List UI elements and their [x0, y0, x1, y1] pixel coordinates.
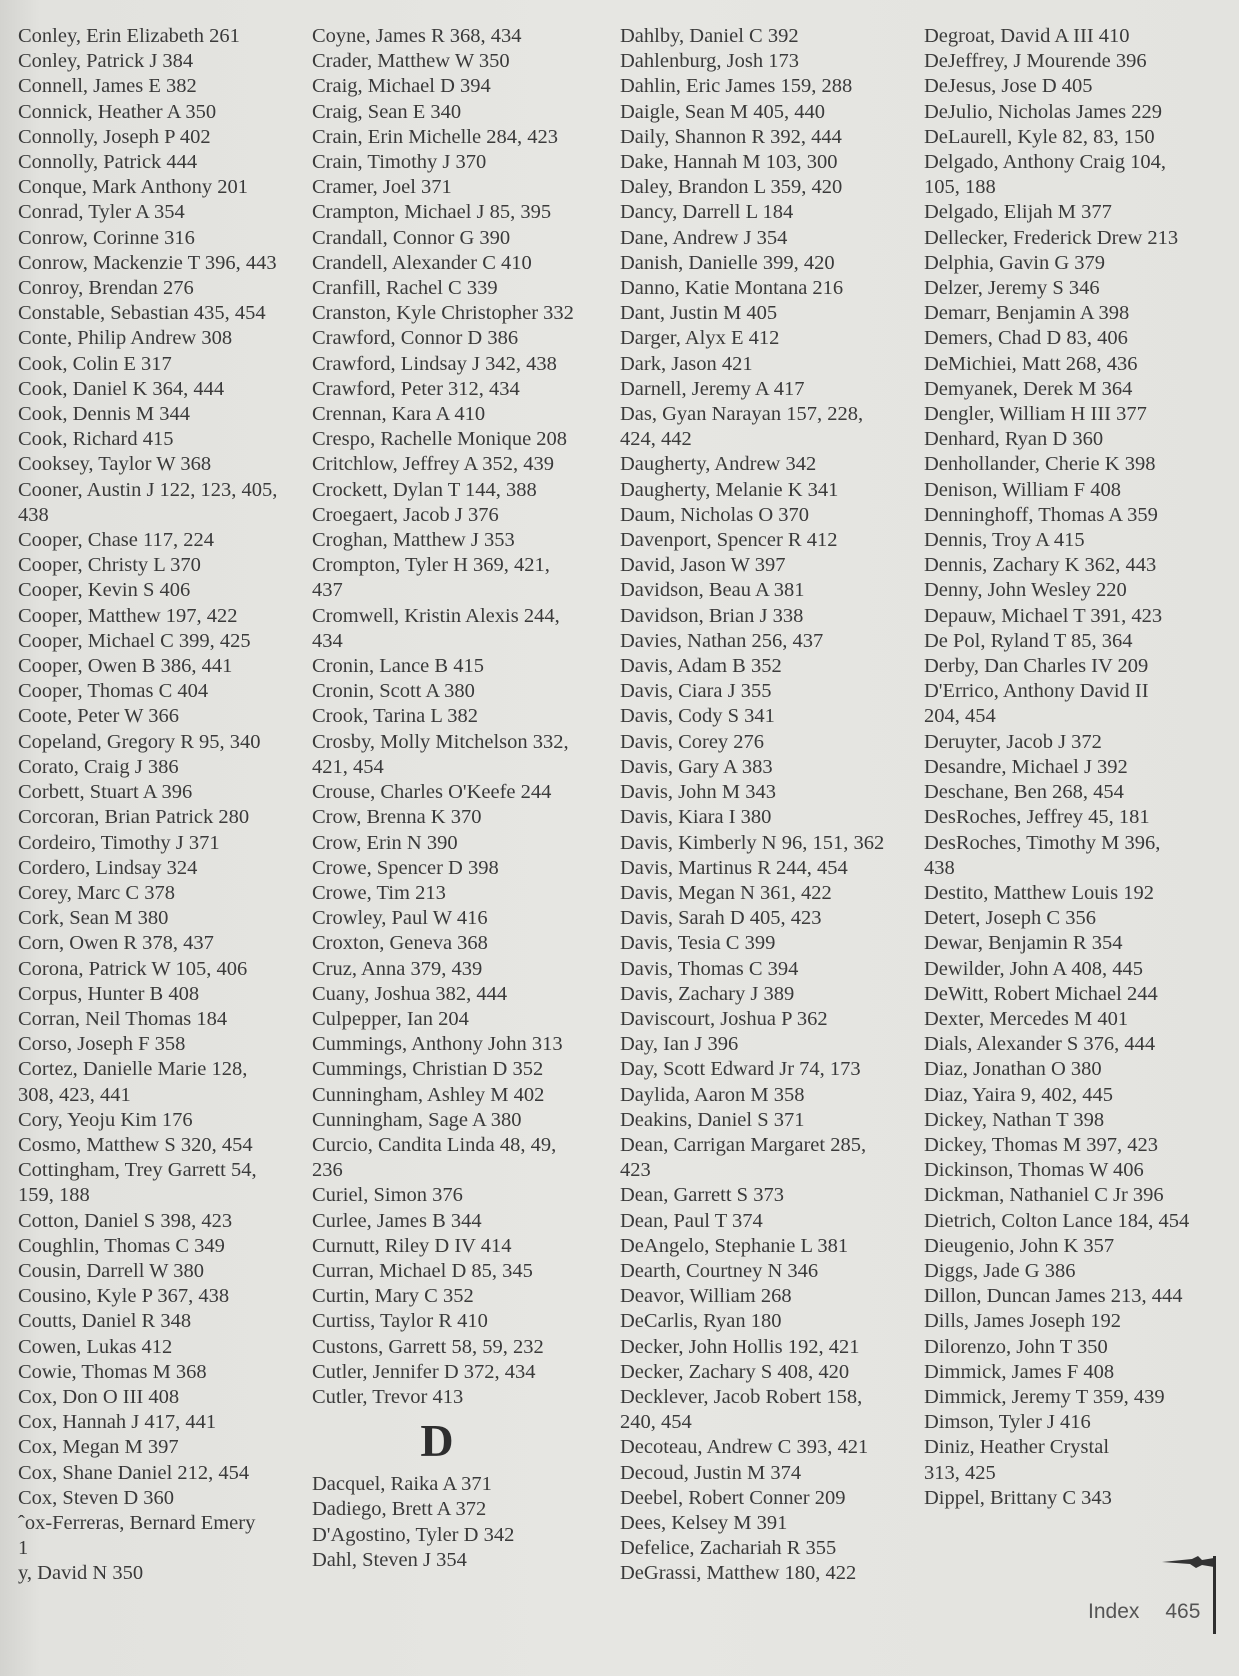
index-entry: Demarr, Benjamin A 398: [924, 302, 1130, 325]
index-entry: Corran, Neil Thomas 184: [18, 1007, 228, 1030]
index-entry: Crandell, Alexander C 410: [312, 251, 532, 274]
index-entry: Conrow, Corinne 316: [18, 226, 195, 249]
index-entry: Cox, Steven D 360: [18, 1486, 175, 1509]
index-entry: Dexter, Mercedes M 401: [924, 1007, 1129, 1030]
index-entry: Dake, Hannah M 103, 300: [620, 151, 838, 174]
index-entry: DeJulio, Nicholas James 229: [924, 100, 1162, 123]
index-entry: Dadiego, Brett A 372: [312, 1498, 487, 1521]
index-entry: Dilorenzo, John T 350: [924, 1335, 1108, 1358]
index-entry: Davidson, Brian J 338: [620, 604, 804, 627]
index-entry: Conque, Mark Anthony 201: [18, 176, 249, 199]
index-entry: Degroat, David A III 410: [924, 25, 1130, 47]
section-letter: D: [420, 1415, 454, 1467]
index-entry: Dahlin, Eric James 159, 288: [620, 75, 853, 98]
index-entry: Crader, Matthew W 350: [312, 50, 510, 73]
index-entry: Dennis, Troy A 415: [924, 529, 1085, 552]
index-entry: ˆox-Ferreras, Bernard Emery: [18, 1511, 256, 1534]
index-entry: Constable, Sebastian 435, 454: [18, 302, 266, 325]
index-entry: Delphia, Gavin G 379: [924, 251, 1106, 274]
index-entry: Cooksey, Taylor W 368: [18, 453, 212, 476]
index-entry: Dengler, William H III 377: [924, 403, 1147, 426]
index-entry: Delgado, Elijah M 377: [924, 201, 1112, 224]
index-entry: Cutler, Trevor 413: [312, 1385, 464, 1408]
index-entry: Dickinson, Thomas W 406: [924, 1159, 1144, 1182]
index-entry: Dippel, Brittany C 343: [924, 1486, 1112, 1509]
index-entry: Denninghoff, Thomas A 359: [924, 503, 1158, 526]
index-entry: Denny, John Wesley 220: [924, 579, 1127, 602]
index-entry: Crook, Tarina L 382: [312, 705, 478, 728]
index-entry: Dant, Justin M 405: [620, 302, 778, 325]
index-entry: Crowley, Paul W 416: [312, 907, 488, 930]
index-entry: Decker, John Hollis 192, 421: [620, 1335, 860, 1358]
index-entry: Cronin, Lance B 415: [312, 655, 484, 678]
index-entry: Crouse, Charles O'Keefe 244: [312, 781, 552, 804]
index-entry: Crain, Timothy J 370: [312, 151, 487, 174]
index-entry: Craig, Sean E 340: [312, 100, 462, 123]
index-entry: Corso, Joseph F 358: [18, 1033, 186, 1056]
index-entry: Depauw, Michael T 391, 423: [924, 604, 1163, 627]
index-entry: Coyne, James R 368, 434: [312, 25, 522, 47]
index-entry: Corpus, Hunter B 408: [18, 982, 200, 1005]
index-entry: Dewar, Benjamin R 354: [924, 932, 1123, 955]
index-entry: Crandall, Connor G 390: [312, 226, 511, 249]
index-entry: Daum, Nicholas O 370: [620, 503, 810, 526]
index-entry: Crespo, Rachelle Monique 208: [312, 428, 568, 451]
index-entry: Cummings, Christian D 352: [312, 1058, 544, 1081]
index-entry: Desandre, Michael J 392: [924, 755, 1128, 778]
index-entry: DesRoches, Timothy M 396,: [924, 831, 1161, 854]
index-entry: Das, Gyan Narayan 157, 228,: [620, 403, 864, 426]
page-footer: [1088, 1600, 1200, 1624]
index-entry: Daugherty, Melanie K 341: [620, 478, 839, 501]
index-entry: Curnutt, Riley D IV 414: [312, 1234, 512, 1257]
index-entry: Dietrich, Colton Lance 184, 454: [924, 1209, 1190, 1232]
index-entry: Corcoran, Brian Patrick 280: [18, 806, 250, 829]
index-entry: Crampton, Michael J 85, 395: [312, 201, 552, 224]
index-entry: Cooper, Chase 117, 224: [18, 529, 214, 552]
index-entry: Critchlow, Jeffrey A 352, 439: [312, 453, 554, 476]
index-entry: 105, 188: [924, 176, 996, 199]
index-entry: Crowe, Tim 213: [312, 881, 446, 904]
index-entry: Demers, Chad D 83, 406: [924, 327, 1128, 350]
index-entry: Deschane, Ben 268, 454: [924, 781, 1124, 804]
index-entry: 434: [312, 629, 343, 652]
index-entry: Croxton, Geneva 368: [312, 932, 488, 955]
index-entry: Dillon, Duncan James 213, 444: [924, 1285, 1183, 1308]
index-entry: Coutts, Daniel R 348: [18, 1310, 192, 1333]
index-entry: Cruz, Anna 379, 439: [312, 957, 483, 980]
index-entry: Diggs, Jade G 386: [924, 1259, 1076, 1282]
index-entry: Curtin, Mary C 352: [312, 1285, 474, 1308]
index-entry: D'Errico, Anthony David II: [924, 680, 1149, 703]
index-entry: DeJeffrey, J Mourende 396: [924, 50, 1147, 73]
index-entry: Crain, Erin Michelle 284, 423: [312, 125, 558, 148]
index-entry: Cranfill, Rachel C 339: [312, 277, 498, 300]
index-entry: Corey, Marc C 378: [18, 881, 175, 904]
index-entry: Curiel, Simon 376: [312, 1184, 463, 1207]
index-entry: Dane, Andrew J 354: [620, 226, 788, 249]
index-entry: Cunningham, Sage A 380: [312, 1108, 522, 1131]
index-entry: Cranston, Kyle Christopher 332: [312, 302, 574, 325]
index-entry: Culpepper, Ian 204: [312, 1007, 469, 1030]
index-entry: Darger, Alyx E 412: [620, 327, 780, 350]
index-column-4: [924, 24, 1214, 1511]
index-entry: Cronin, Scott A 380: [312, 680, 475, 703]
index-entry: y, David N 350: [18, 1562, 144, 1585]
index-entry: Cooper, Thomas C 404: [18, 680, 209, 703]
index-entry: Decker, Zachary S 408, 420: [620, 1360, 850, 1383]
index-entry: Diaz, Jonathan O 380: [924, 1058, 1102, 1081]
index-entry: Davis, Kiara I 380: [620, 806, 772, 829]
index-entry: Cox, Don O III 408: [18, 1385, 180, 1408]
footer-label: Index: [1088, 1600, 1140, 1623]
section-d-entries: [312, 1472, 602, 1573]
index-entry: DeJesus, Jose D 405: [924, 75, 1093, 98]
index-entry: Daviscourt, Joshua P 362: [620, 1007, 828, 1030]
index-entry: Day, Scott Edward Jr 74, 173: [620, 1058, 861, 1081]
index-entry: Croegaert, Jacob J 376: [312, 503, 499, 526]
index-entry: Daylida, Aaron M 358: [620, 1083, 805, 1106]
index-entry: Cowie, Thomas M 368: [18, 1360, 207, 1383]
index-entry: Destito, Matthew Louis 192: [924, 881, 1155, 904]
index-entry: Dark, Jason 421: [620, 352, 753, 375]
index-entry: Cutler, Jennifer D 372, 434: [312, 1360, 536, 1383]
index-entry: 236: [312, 1159, 343, 1182]
index-entry: Corona, Patrick W 105, 406: [18, 957, 248, 980]
index-entry: Decoteau, Andrew C 393, 421: [620, 1436, 869, 1459]
index-entry: Crennan, Kara A 410: [312, 403, 486, 426]
index-entry: Cooper, Christy L 370: [18, 554, 201, 577]
index-entry: Dahl, Steven J 354: [312, 1548, 467, 1571]
index-entry: Davis, Megan N 361, 422: [620, 881, 832, 904]
index-entry: Cook, Daniel K 364, 444: [18, 377, 225, 400]
index-entry: Corbett, Stuart A 396: [18, 781, 193, 804]
index-entry: Conroy, Brendan 276: [18, 277, 194, 300]
index-entry: Dickey, Thomas M 397, 423: [924, 1133, 1159, 1156]
index-entry: Dellecker, Frederick Drew 213: [924, 226, 1179, 249]
index-entry: Daley, Brandon L 359, 420: [620, 176, 843, 199]
index-entry: Davis, Adam B 352: [620, 655, 782, 678]
index-entry: Dieugenio, John K 357: [924, 1234, 1115, 1257]
index-entry: Dewilder, John A 408, 445: [924, 957, 1143, 980]
index-entry: Corato, Craig J 386: [18, 755, 179, 778]
index-entry: 421, 454: [312, 755, 384, 778]
index-entry: Dimson, Tyler J 416: [924, 1411, 1091, 1434]
index-entry: Cooper, Owen B 386, 441: [18, 655, 233, 678]
index-entry: David, Jason W 397: [620, 554, 786, 577]
index-entry: 204, 454: [924, 705, 996, 728]
index-entry: Daily, Shannon R 392, 444: [620, 125, 842, 148]
index-entry: Dahlenburg, Josh 173: [620, 50, 799, 73]
index-entry: DeAngelo, Stephanie L 381: [620, 1234, 849, 1257]
index-column-2: [312, 24, 602, 1573]
index-entry: Davies, Nathan 256, 437: [620, 629, 824, 652]
index-entry: Cook, Colin E 317: [18, 352, 172, 375]
index-entry: Cory, Yeoju Kim 176: [18, 1108, 193, 1131]
index-entry: DeGrassi, Matthew 180, 422: [620, 1562, 857, 1585]
index-entry: Crow, Brenna K 370: [312, 806, 482, 829]
index-entry: Defelice, Zachariah R 355: [620, 1537, 837, 1560]
index-entry: Davis, Sarah D 405, 423: [620, 907, 822, 930]
index-entry: Deebel, Robert Conner 209: [620, 1486, 846, 1509]
index-entry: Deruyter, Jacob J 372: [924, 730, 1102, 753]
page-edge-rule: [1213, 1556, 1216, 1634]
index-entry: De Pol, Ryland T 85, 364: [924, 629, 1133, 652]
index-entry: 240, 454: [620, 1411, 692, 1434]
index-entry: Cuany, Joshua 382, 444: [312, 982, 508, 1005]
index-entry: Cooper, Kevin S 406: [18, 579, 191, 602]
index-entry: 159, 188: [18, 1184, 90, 1207]
index-entry: Daigle, Sean M 405, 440: [620, 100, 825, 123]
index-entry: Coote, Peter W 366: [18, 705, 179, 728]
index-entry: Connell, James E 382: [18, 75, 197, 98]
index-entry: Davis, Martinus R 244, 454: [620, 856, 848, 879]
index-entry: Curran, Michael D 85, 345: [312, 1259, 533, 1282]
index-entry: Cowen, Lukas 412: [18, 1335, 173, 1358]
index-entry: Davis, Tesia C 399: [620, 932, 776, 955]
index-entry: Curlee, James B 344: [312, 1209, 482, 1232]
index-entry: 313, 425: [924, 1461, 996, 1484]
index-entry: Crowe, Spencer D 398: [312, 856, 499, 879]
index-entry: Cooper, Matthew 197, 422: [18, 604, 238, 627]
index-entry: Davis, Cody S 341: [620, 705, 775, 728]
index-entry: Cordero, Lindsay 324: [18, 856, 198, 879]
index-entry: Cooner, Austin J 122, 123, 405,: [18, 478, 278, 501]
index-entry: Connolly, Patrick 444: [18, 151, 198, 174]
index-entry: Dills, James Joseph 192: [924, 1310, 1122, 1333]
index-entry: Delzer, Jeremy S 346: [924, 277, 1100, 300]
index-entry: 437: [312, 579, 343, 602]
index-entry: Croghan, Matthew J 353: [312, 529, 515, 552]
column-2-entries: [312, 24, 602, 1410]
index-entry: Diniz, Heather Crystal: [924, 1436, 1110, 1459]
index-entry: Dees, Kelsey M 391: [620, 1511, 788, 1534]
index-entry: Dean, Garrett S 373: [620, 1184, 784, 1207]
index-entry: Cousin, Darrell W 380: [18, 1259, 205, 1282]
index-entry: Cotton, Daniel S 398, 423: [18, 1209, 233, 1232]
index-entry: Crow, Erin N 390: [312, 831, 458, 854]
index-entry: Dancy, Darrell L 184: [620, 201, 794, 224]
index-entry: 424, 442: [620, 428, 692, 451]
index-entry: Cork, Sean M 380: [18, 907, 169, 930]
index-entry: Dacquel, Raika A 371: [312, 1473, 492, 1496]
index-entry: Dickman, Nathaniel C Jr 396: [924, 1184, 1164, 1207]
index-entry: Curcio, Candita Linda 48, 49,: [312, 1133, 557, 1156]
index-column-3: [620, 24, 910, 1587]
index-entry: Decklever, Jacob Robert 158,: [620, 1385, 863, 1408]
index-entry: Crawford, Peter 312, 434: [312, 377, 520, 400]
index-entry: Craig, Michael D 394: [312, 75, 491, 98]
index-entry: Denhard, Ryan D 360: [924, 428, 1104, 451]
index-entry: Dimmick, James F 408: [924, 1360, 1115, 1383]
index-entry: DeLaurell, Kyle 82, 83, 150: [924, 125, 1155, 148]
index-entry: Connolly, Joseph P 402: [18, 125, 211, 148]
index-entry: Dials, Alexander S 376, 444: [924, 1033, 1156, 1056]
index-entry: Davis, Corey 276: [620, 730, 765, 753]
index-entry: Corn, Owen R 378, 437: [18, 932, 214, 955]
index-entry: DeWitt, Robert Michael 244: [924, 982, 1158, 1005]
index-entry: Cox, Shane Daniel 212, 454: [18, 1461, 250, 1484]
index-entry: Dennis, Zachary K 362, 443: [924, 554, 1157, 577]
index-entry: Darnell, Jeremy A 417: [620, 377, 805, 400]
index-entry: Deakins, Daniel S 371: [620, 1108, 805, 1131]
index-entry: Connick, Heather A 350: [18, 100, 217, 123]
index-entry: Davis, Kimberly N 96, 151, 362: [620, 831, 885, 854]
index-entry: Conrad, Tyler A 354: [18, 201, 185, 224]
index-entry: Davis, Ciara J 355: [620, 680, 772, 703]
page-number: 465: [1165, 1600, 1201, 1623]
index-entry: D'Agostino, Tyler D 342: [312, 1523, 515, 1546]
index-entry: Deavor, William 268: [620, 1285, 792, 1308]
index-entry: Cottingham, Trey Garrett 54,: [18, 1159, 257, 1182]
index-entry: Crosby, Molly Mitchelson 332,: [312, 730, 569, 753]
index-entry: Cook, Dennis M 344: [18, 403, 190, 426]
index-entry: Copeland, Gregory R 95, 340: [18, 730, 261, 753]
index-entry: Conrow, Mackenzie T 396, 443: [18, 251, 277, 274]
index-entry: Coughlin, Thomas C 349: [18, 1234, 225, 1257]
index-entry: Cox, Megan M 397: [18, 1436, 179, 1459]
index-entry: Danish, Danielle 399, 420: [620, 251, 835, 274]
index-entry: Custons, Garrett 58, 59, 232: [312, 1335, 544, 1358]
index-entry: DeMichiei, Matt 268, 436: [924, 352, 1138, 375]
index-entry: Dearth, Courtney N 346: [620, 1259, 819, 1282]
index-entry: Cordeiro, Timothy J 371: [18, 831, 220, 854]
index-entry: 308, 423, 441: [18, 1083, 131, 1106]
index-entry: Cook, Richard 415: [18, 428, 174, 451]
index-entry: Cousino, Kyle P 367, 438: [18, 1285, 230, 1308]
index-entry: Curtiss, Taylor R 410: [312, 1310, 488, 1333]
index-entry: Crockett, Dylan T 144, 388: [312, 478, 537, 501]
index-entry: 438: [924, 856, 955, 879]
index-entry: DeCarlis, Ryan 180: [620, 1310, 782, 1333]
index-entry: Delgado, Anthony Craig 104,: [924, 151, 1166, 174]
index-entry: Danno, Katie Montana 216: [620, 277, 844, 300]
index-entry: Conley, Erin Elizabeth 261: [18, 25, 240, 47]
index-entry: 1: [18, 1537, 29, 1560]
index-entry: Dickey, Nathan T 398: [924, 1108, 1105, 1131]
index-entry: Denhollander, Cherie K 398: [924, 453, 1156, 476]
index-entry: Crompton, Tyler H 369, 421,: [312, 554, 550, 577]
index-entry: Conley, Patrick J 384: [18, 50, 194, 73]
index-entry: Davis, Thomas C 394: [620, 957, 799, 980]
index-entry: Davenport, Spencer R 412: [620, 529, 838, 552]
index-entry: Davis, John M 343: [620, 781, 777, 804]
index-entry: DesRoches, Jeffrey 45, 181: [924, 806, 1150, 829]
index-entry: Derby, Dan Charles IV 209: [924, 655, 1149, 678]
index-entry: Cramer, Joel 371: [312, 176, 452, 199]
index-entry: Davidson, Beau A 381: [620, 579, 805, 602]
index-entry: Detert, Joseph C 356: [924, 907, 1096, 930]
index-entry: Daugherty, Andrew 342: [620, 453, 817, 476]
index-entry: Cox, Hannah J 417, 441: [18, 1411, 217, 1434]
index-entry: Demyanek, Derek M 364: [924, 377, 1133, 400]
flag-ornament-icon: [1162, 1556, 1214, 1568]
index-entry: Cromwell, Kristin Alexis 244,: [312, 604, 560, 627]
index-entry: Dimmick, Jeremy T 359, 439: [924, 1385, 1165, 1408]
index-entry: Diaz, Yaira 9, 402, 445: [924, 1083, 1114, 1106]
index-entry: Dean, Paul T 374: [620, 1209, 763, 1232]
index-entry: Crawford, Lindsay J 342, 438: [312, 352, 557, 375]
index-entry: Cunningham, Ashley M 402: [312, 1083, 545, 1106]
index-entry: Cooper, Michael C 399, 425: [18, 629, 251, 652]
index-entry: Dahlby, Daniel C 392: [620, 25, 799, 47]
index-entry: 423: [620, 1159, 651, 1182]
index-entry: Crawford, Connor D 386: [312, 327, 519, 350]
index-entry: Davis, Gary A 383: [620, 755, 773, 778]
index-entry: Cosmo, Matthew S 320, 454: [18, 1133, 253, 1156]
index-entry: Davis, Zachary J 389: [620, 982, 795, 1005]
index-entry: Dean, Carrigan Margaret 285,: [620, 1133, 867, 1156]
index-entry: 438: [18, 503, 49, 526]
index-entry: Cummings, Anthony John 313: [312, 1033, 563, 1056]
index-entry: Day, Ian J 396: [620, 1033, 739, 1056]
index-entry: Denison, William F 408: [924, 478, 1121, 501]
index-entry: Decoud, Justin M 374: [620, 1461, 802, 1484]
index-entry: Conte, Philip Andrew 308: [18, 327, 233, 350]
index-entry: Cortez, Danielle Marie 128,: [18, 1058, 248, 1081]
index-column-1: [18, 24, 308, 1587]
